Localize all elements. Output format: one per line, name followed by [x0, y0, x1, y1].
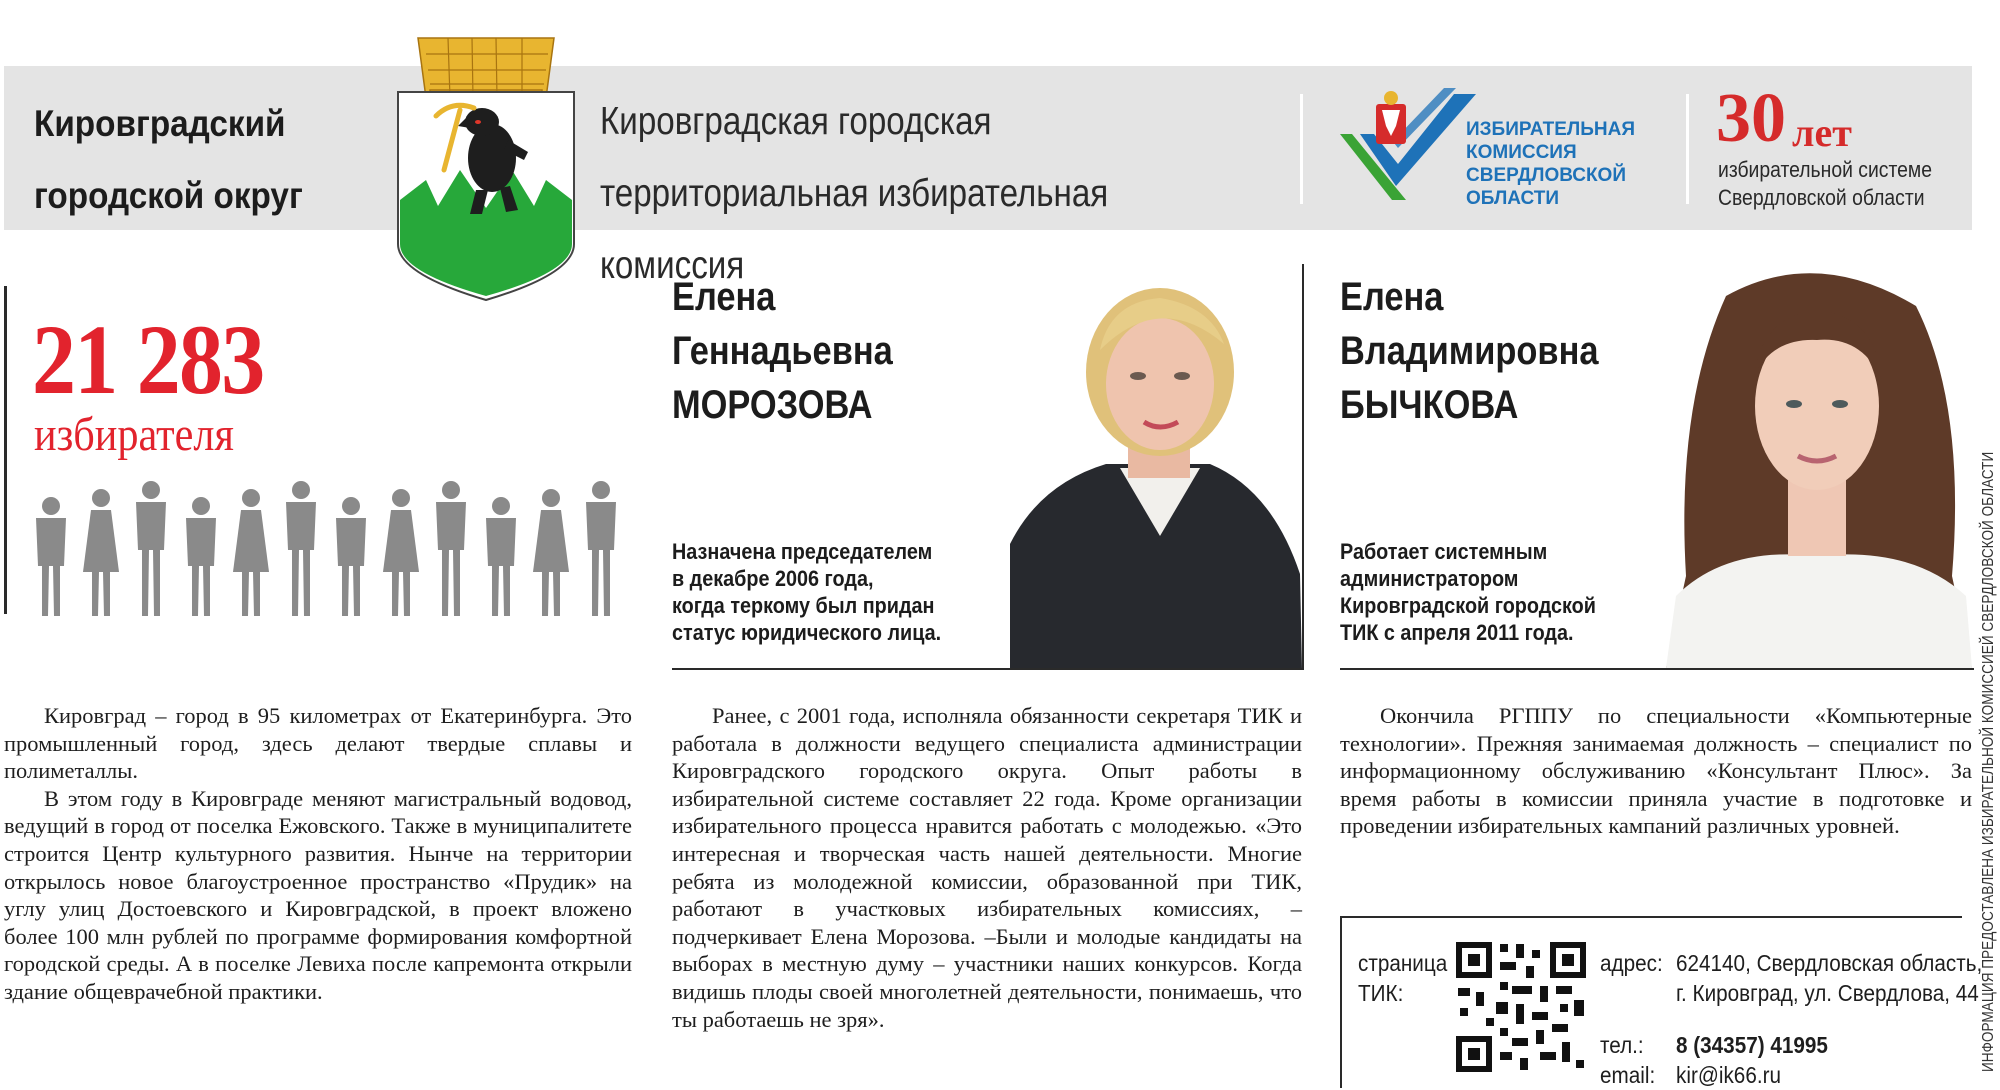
person-name-bychkova: Елена Владимировна БЫЧКОВА — [1340, 275, 1599, 427]
contact-address: 624140, Свердловская область, г. Кировград, ул. Свердлова, 44 — [1676, 950, 1983, 1006]
contact-phone-label: тел.: — [1600, 1032, 1644, 1058]
contact-email-label: email: — [1600, 1062, 1656, 1088]
person-note-morozova: Назначена председателем в декабре 2006 года, когда теркому был придан статус юридического лица. — [672, 539, 942, 645]
district-title: Кировградский городской округ — [34, 103, 303, 216]
anniversary-number: 30 — [1716, 80, 1786, 157]
header-divider — [1300, 94, 1303, 204]
contact-phone: 8 (34357) 41995 — [1676, 1032, 1828, 1058]
article-column-city: Кировград – город в 95 километрах от Екатеринбурга. Это промышленный город, здесь делают твердые сплавы и полиметаллы. В этом году в Кировграде меняют магистральный водовод, ведущий в город от поселка Ежовского. Также в муниципалитете строится Центр культурного развития. Нынче на территории открылось новое благоустроенное пространство «Прудик» на углу улиц Достоевского и Кировградской, в проект вложено более 100 млн рублей по программе формирования комфортной городской среды. А в поселке Левиха после капремонта открыли здание общеврачебной практики. — [4, 703, 632, 1004]
anniversary-caption: избирательной системе Свердловской области — [1718, 157, 1932, 210]
voter-silhouette — [486, 497, 516, 616]
voter-silhouette — [136, 481, 166, 616]
voters-count: 21 283 — [32, 304, 264, 415]
voter-silhouette — [383, 489, 419, 616]
commission-title: Кировградская городская территориальная избирательная комиссия — [600, 100, 1109, 287]
contact-email[interactable]: kir@ik66.ru — [1676, 1062, 1781, 1088]
voter-silhouette — [533, 489, 569, 616]
article-column-bychkova: Окончила РГППУ по специальности «Компьютерные технологии». Прежняя занимаемая должность – специалист по информационному обслуживанию «Консультант Плюс». За время работы в комиссии приняла участие в подготовке и проведении избирательных кампаний различных уровней. — [1340, 703, 1972, 839]
voter-silhouette — [186, 497, 216, 616]
photo-bychkova — [1666, 256, 1972, 668]
voter-silhouette — [436, 481, 466, 616]
voter-silhouette — [336, 497, 366, 616]
photo-morozova — [1010, 254, 1302, 670]
voters-left-rule — [4, 286, 7, 614]
voters-silhouettes — [26, 476, 636, 622]
voter-silhouette — [233, 489, 269, 616]
side-attribution: ИНФОРМАЦИЯ ПРЕДОСТАВЛЕНА ИЗБИРАТЕЛЬНОЙ КОМИССИЕЙ СВЕРДЛОВСКОЙ ОБЛАСТИ — [1980, 451, 1997, 1072]
person-name-morozova: Елена Геннадьевна МОРОЗОВА — [672, 275, 893, 427]
morozova-bottom-rule — [672, 668, 1304, 670]
person-note-bychkova: Работает системным администратором Кировградской городской ТИК с апреля 2011 года. — [1340, 539, 1596, 645]
coat-of-arms-logo — [396, 30, 576, 306]
voters-label: избирателя — [34, 408, 234, 461]
contact-address-label: адрес: — [1600, 950, 1663, 976]
ikso-logo-text: ИЗБИРАТЕЛЬНАЯ КОМИССИЯ СВЕРДЛОВСКОЙ ОБЛАСТИ — [1466, 119, 1636, 209]
voter-silhouette — [36, 497, 66, 616]
article-column-morozova: Ранее, с 2001 года, исполняла обязанности секретаря ТИК и работала в должности ведущего специалиста администрации Кировградского городского округа. Опыт работы в избирательной системе составляет 22 года. Кроме организации избирательного процесса нравится работать с молодежью. «Это интересная и творческая часть нашей деятельности. Многие ребята из молодежной комиссии, образованной при ТИК, работают в участковых избирательных комиссиях, – подчеркивает Елена Морозова. –Были и молодые кандидаты на выборах в местную думу – участники наших конкурсов. Когда видишь плоды своей многолетней деятельности, понимаешь, что ты работаешь не зря». — [672, 703, 1302, 1032]
qr-code-icon[interactable] — [1456, 942, 1586, 1072]
contact-page-label: страница ТИК: — [1358, 950, 1448, 1006]
ikso-emblem-logo — [1336, 82, 1476, 206]
bychkova-bottom-rule — [1340, 668, 1974, 670]
anniversary-unit: лет — [1792, 110, 1852, 155]
voter-silhouette — [586, 481, 616, 616]
voter-silhouette — [83, 489, 119, 616]
column-divider — [1302, 264, 1304, 670]
voter-silhouette — [286, 481, 316, 616]
